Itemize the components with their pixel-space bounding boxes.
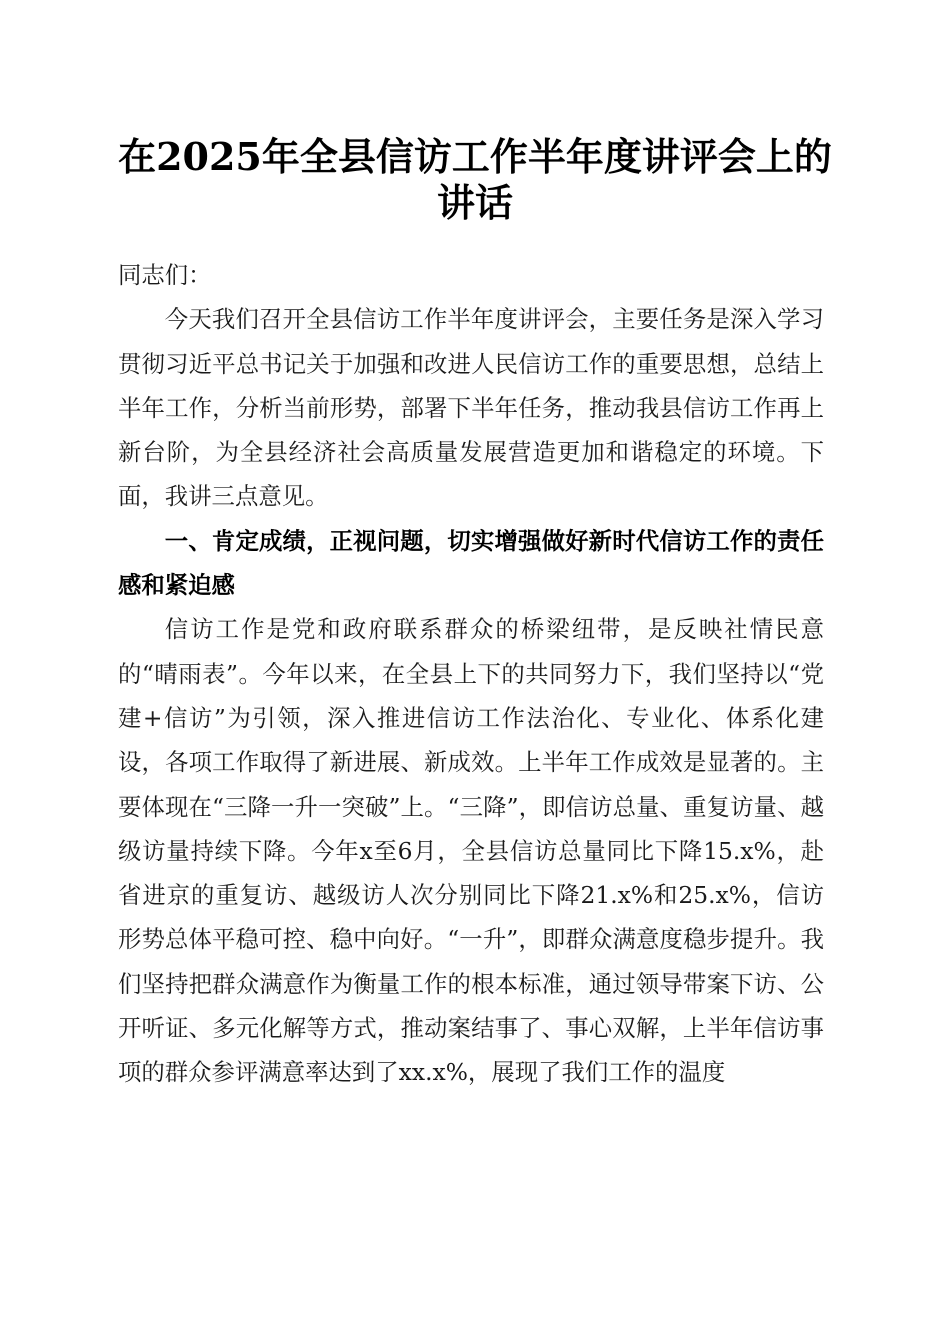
document-title: 在2025年全县信访工作半年度讲评会上的讲话	[118, 134, 832, 225]
section-paragraph: 信访工作是党和政府联系群众的桥梁纽带，是反映社情民意的“晴雨表”。今年以来，在全县上下的共同努力下，我们坚持以“党建+信访”为引领，深入推进信访工作法治化、专业化、体系化建设，各项工作取得了新进展、新成效。上半年工作成效是显著的。主要体现在“三降一升一突破”上。“三降”，即信访总量、重复访量、越级访量持续下降。今年x至6月，全县信访总量同比下降15.x%，赴省进京的重复访、越级访人次分别同比下降21.x%和25.x%，信访形势总体平稳可控、稳中向好。“一升”，即群众满意度稳步提升。我们坚持把群众满意作为衡量工作的根本标准，通过领导带案下访、公开听证、多元化解等方式，推动案结事了、事心双解，上半年信访事项的群众参评满意率达到了xx.x%，展现了我们工作的温度	[118, 615, 824, 1087]
document-body	[118, 253, 824, 1095]
opening-paragraph: 今天我们召开全县信访工作半年度讲评会，主要任务是深入学习贯彻习近平总书记关于加强和改进人民信访工作的重要思想，总结上半年工作，分析当前形势，部署下半年任务，推动我县信访工作再上新台阶，为全县经济社会高质量发展营造更加和谐稳定的环境。下面，我讲三点意见。	[118, 305, 824, 511]
section-heading: 一、肯定成绩，正视问题，切实增强做好新时代信访工作的责任感和紧迫感	[118, 526, 824, 600]
salutation: 同志们：	[118, 261, 212, 289]
